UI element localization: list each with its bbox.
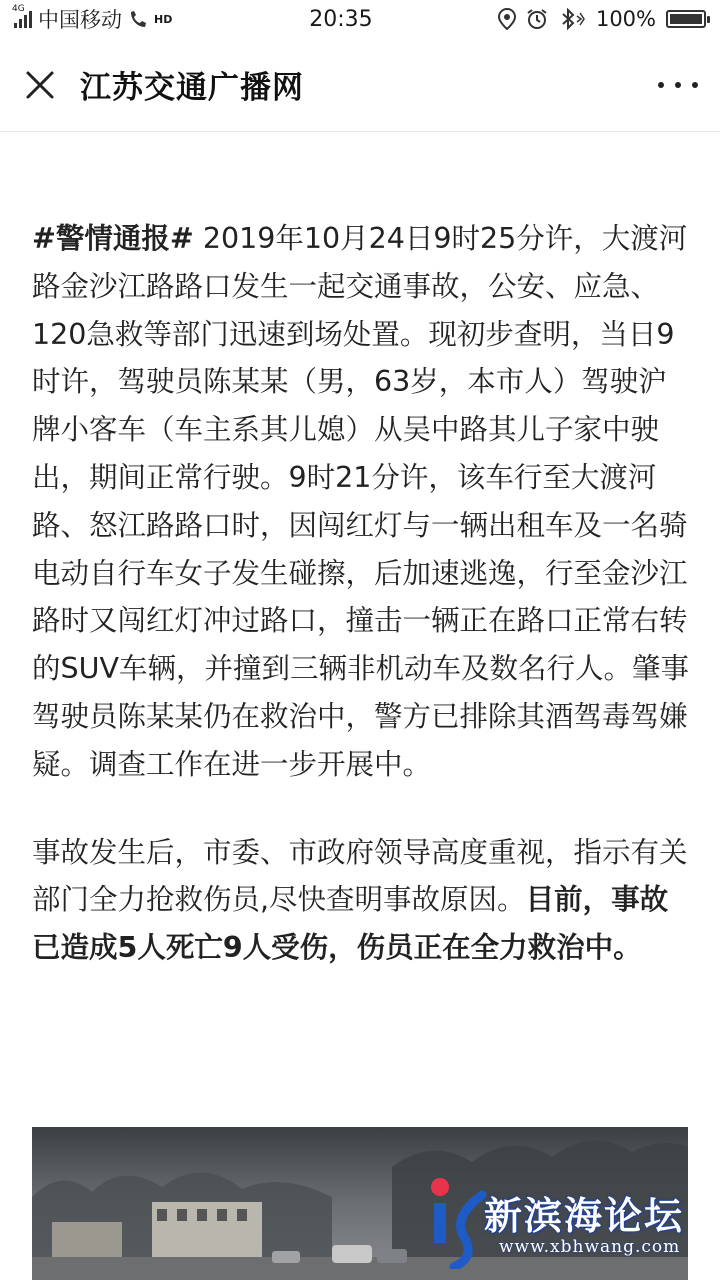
location-icon	[498, 8, 516, 30]
nav-bar	[0, 38, 720, 132]
paragraph-1-text: 2019年10月24日9时25分许，大渡河路金沙江路路口发生一起交通事故，公安、应急、120急救等部门迅速到场处置。现初步查明，当日9时许，驾驶员陈某某（男，63岁，本市人）驾驶沪牌小客车（车主系其儿媳）从吴中路其儿子家中驶出，期间正常行驶。9时21分许，该车行至大渡河路、怒江路路口时，因闯红灯与一辆出租车及一名骑电动自行车女子发生碰擦，后加速逃逸，行至金沙江路时又闯红灯冲过路口，撞击一辆正在路口正常右转的SUV车辆，并撞到三辆非机动车及数名行人。肇事驾驶员陈某某仍在救治中，警方已排除其酒驾毒驾嫌疑。调查工作在进一步开展中。	[32, 222, 689, 781]
hashtag-police-report[interactable]: #警情通报#	[32, 222, 194, 255]
battery-icon	[666, 10, 706, 28]
hd-label: HD	[154, 12, 173, 26]
battery-percent: 100%	[595, 7, 656, 31]
article-paragraph-1	[32, 215, 692, 789]
status-time: 20:35	[309, 6, 373, 32]
watermark-url: www.xbhwang.com	[499, 1237, 681, 1257]
more-button[interactable]	[658, 68, 698, 102]
status-left	[14, 4, 254, 34]
paragraph-2-text: 事故发生后，市委、市政府领导高度重视，指示有关部门全力抢救伤员,尽快查明事故原因。	[32, 835, 688, 917]
article-paragraph-2	[32, 829, 692, 972]
article-body	[32, 215, 692, 972]
signal-icon	[12, 4, 32, 28]
status-bar	[0, 0, 720, 38]
more-icon-dot	[658, 82, 664, 88]
status-right	[498, 7, 706, 31]
close-icon	[25, 70, 55, 100]
page-title: 江苏交通广播网	[80, 70, 304, 106]
paragraph-2-highlight: 目前，事故已造成5人死亡9人受伤，伤员正在全力救治中。	[32, 883, 669, 965]
phone-hd-icon	[128, 9, 150, 29]
bluetooth-icon	[558, 8, 586, 30]
carrier-name: 中国移动	[38, 8, 122, 32]
article-photo[interactable]	[32, 1127, 688, 1280]
network-type: 4G	[12, 4, 25, 14]
watermark-name: 新滨海论坛	[484, 1193, 685, 1238]
more-icon-dot	[675, 82, 681, 88]
close-button[interactable]	[0, 38, 80, 132]
alarm-icon	[526, 8, 548, 30]
more-icon-dot	[692, 82, 698, 88]
